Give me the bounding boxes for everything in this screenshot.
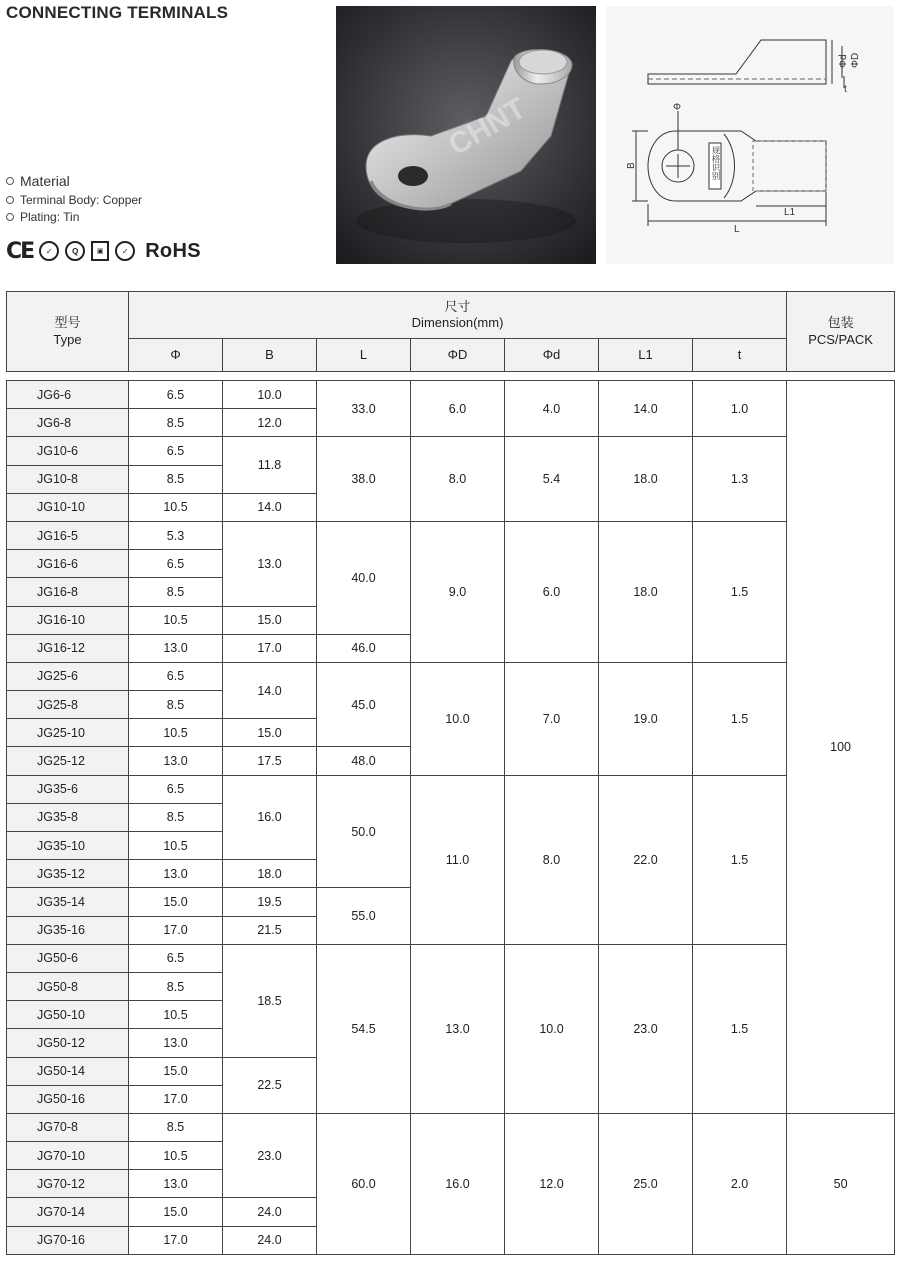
cell-type: JG6-8 xyxy=(7,409,129,437)
cell-L: 55.0 xyxy=(317,888,411,944)
cell-t: 1.5 xyxy=(693,521,787,662)
cell-phi: 13.0 xyxy=(129,1170,223,1198)
cell-L: 46.0 xyxy=(317,634,411,662)
cell-phi: 8.5 xyxy=(129,972,223,1000)
cell-phi-d: 6.0 xyxy=(505,521,599,662)
cell-type: JG25-6 xyxy=(7,662,129,690)
cell-B: 15.0 xyxy=(223,606,317,634)
cell-type: JG6-6 xyxy=(7,381,129,409)
cell-type: JG70-16 xyxy=(7,1226,129,1254)
stamp-label: 规格识别 xyxy=(710,146,720,180)
cell-type: JG35-6 xyxy=(7,775,129,803)
cell-phi-D: 13.0 xyxy=(411,944,505,1113)
cell-type: JG70-10 xyxy=(7,1142,129,1170)
cell-type: JG70-12 xyxy=(7,1170,129,1198)
cell-type: JG50-12 xyxy=(7,1029,129,1057)
label-t: t xyxy=(844,84,847,95)
cell-phi: 10.5 xyxy=(129,832,223,860)
dimension-drawing xyxy=(606,6,894,264)
cell-phi: 10.5 xyxy=(129,493,223,521)
bullet-icon xyxy=(6,213,14,221)
cqc-cert-icon: ▣ xyxy=(91,241,109,261)
label-phi-d: Φd xyxy=(838,54,849,68)
cell-phi-D: 9.0 xyxy=(411,521,505,662)
cell-type: JG35-8 xyxy=(7,803,129,831)
table-row xyxy=(7,944,895,972)
cell-B: 17.5 xyxy=(223,747,317,775)
cell-L1: 22.0 xyxy=(599,775,693,944)
bullet-icon xyxy=(6,196,14,204)
cell-phi: 6.5 xyxy=(129,437,223,465)
label-phi-D: ΦD xyxy=(850,52,861,68)
col-header-B: B xyxy=(223,339,317,372)
spec-table xyxy=(6,291,895,1255)
header-type xyxy=(7,292,129,372)
table-row xyxy=(7,662,895,690)
cell-type: JG35-10 xyxy=(7,832,129,860)
cell-type: JG10-8 xyxy=(7,465,129,493)
material-heading xyxy=(6,173,142,189)
cell-L1: 18.0 xyxy=(599,521,693,662)
cell-type: JG25-10 xyxy=(7,719,129,747)
cell-B: 18.0 xyxy=(223,860,317,888)
cell-B: 10.0 xyxy=(223,381,317,409)
cell-phi-d: 12.0 xyxy=(505,1113,599,1254)
header-dim-en: Dimension(mm) xyxy=(411,315,504,330)
watermark-text: CHNT xyxy=(443,91,532,163)
cell-t: 1.5 xyxy=(693,775,787,944)
page-title: CONNECTING TERMINALS xyxy=(6,3,229,22)
cell-B: 21.5 xyxy=(223,916,317,944)
cell-L: 60.0 xyxy=(317,1113,411,1254)
label-B: B xyxy=(626,162,637,169)
header-dim-cn: 尺寸 xyxy=(444,298,471,314)
cell-type: JG10-10 xyxy=(7,493,129,521)
col-header-t: t xyxy=(693,339,787,372)
cell-B: 14.0 xyxy=(223,493,317,521)
col-header-phi-D: ΦD xyxy=(411,339,505,372)
cell-t: 1.5 xyxy=(693,662,787,775)
cell-B: 24.0 xyxy=(223,1198,317,1226)
cell-phi-D: 6.0 xyxy=(411,381,505,437)
cell-B: 11.8 xyxy=(223,437,317,493)
header-pack xyxy=(787,292,895,372)
cell-phi: 17.0 xyxy=(129,1085,223,1113)
col-header-L: L xyxy=(317,339,411,372)
rohs-mark: RoHS xyxy=(145,239,201,262)
cell-type: JG35-12 xyxy=(7,860,129,888)
cell-phi-D: 8.0 xyxy=(411,437,505,522)
cell-phi: 10.5 xyxy=(129,1142,223,1170)
cell-phi: 8.5 xyxy=(129,578,223,606)
cell-type: JG16-10 xyxy=(7,606,129,634)
cell-L: 33.0 xyxy=(317,381,411,437)
cell-phi: 6.5 xyxy=(129,944,223,972)
cell-phi: 17.0 xyxy=(129,916,223,944)
cell-type: JG50-8 xyxy=(7,972,129,1000)
col-header-phi: Φ xyxy=(129,339,223,372)
cell-phi-d: 4.0 xyxy=(505,381,599,437)
cell-B: 13.0 xyxy=(223,521,317,606)
cell-pack: 100 xyxy=(787,381,895,1114)
cell-type: JG50-16 xyxy=(7,1085,129,1113)
cell-phi: 6.5 xyxy=(129,662,223,690)
cell-L1: 18.0 xyxy=(599,437,693,522)
cell-B: 17.0 xyxy=(223,634,317,662)
header-dimension xyxy=(129,292,787,339)
cell-t: 1.3 xyxy=(693,437,787,522)
cell-phi: 15.0 xyxy=(129,1057,223,1085)
cell-phi-D: 10.0 xyxy=(411,662,505,775)
cell-L: 50.0 xyxy=(317,775,411,888)
cell-L1: 19.0 xyxy=(599,662,693,775)
cell-phi: 10.5 xyxy=(129,1001,223,1029)
material-heading-label: Material xyxy=(20,173,70,189)
header-pack-cn: 包装 xyxy=(827,315,854,331)
bullet-icon xyxy=(6,177,14,185)
table-row xyxy=(7,521,895,549)
cell-B: 23.0 xyxy=(223,1113,317,1198)
label-L: L xyxy=(734,224,740,235)
sgs-cert-icon: ✓ xyxy=(115,241,135,261)
cell-phi-d: 10.0 xyxy=(505,944,599,1113)
certification-logos xyxy=(6,236,201,266)
cell-B: 12.0 xyxy=(223,409,317,437)
label-L1: L1 xyxy=(784,207,796,218)
cell-B: 18.5 xyxy=(223,944,317,1057)
cell-phi: 8.5 xyxy=(129,409,223,437)
cell-type: JG10-6 xyxy=(7,437,129,465)
col-header-phi-d: Φd xyxy=(505,339,599,372)
cell-phi-d: 7.0 xyxy=(505,662,599,775)
cell-L1: 14.0 xyxy=(599,381,693,437)
cell-phi: 13.0 xyxy=(129,747,223,775)
cell-type: JG50-6 xyxy=(7,944,129,972)
cell-B: 19.5 xyxy=(223,888,317,916)
cell-t: 2.0 xyxy=(693,1113,787,1254)
cell-type: JG16-6 xyxy=(7,550,129,578)
cell-phi: 8.5 xyxy=(129,1113,223,1141)
cell-phi: 5.3 xyxy=(129,521,223,549)
cell-t: 1.5 xyxy=(693,944,787,1113)
quality-cert-icon: Q xyxy=(65,241,85,261)
cell-phi: 13.0 xyxy=(129,634,223,662)
cell-pack: 50 xyxy=(787,1113,895,1254)
material-list xyxy=(6,173,142,227)
cell-type: JG70-8 xyxy=(7,1113,129,1141)
cell-t: 1.0 xyxy=(693,381,787,437)
cell-type: JG16-8 xyxy=(7,578,129,606)
cell-type: JG50-10 xyxy=(7,1001,129,1029)
cell-phi: 17.0 xyxy=(129,1226,223,1254)
col-header-L1: L1 xyxy=(599,339,693,372)
cell-B: 14.0 xyxy=(223,662,317,718)
cell-phi: 8.5 xyxy=(129,691,223,719)
cell-phi-D: 16.0 xyxy=(411,1113,505,1254)
cell-phi: 10.5 xyxy=(129,719,223,747)
cell-L: 38.0 xyxy=(317,437,411,522)
cell-L: 40.0 xyxy=(317,521,411,634)
cell-L1: 25.0 xyxy=(599,1113,693,1254)
table-row xyxy=(7,775,895,803)
cell-B: 24.0 xyxy=(223,1226,317,1254)
cell-B: 15.0 xyxy=(223,719,317,747)
cell-L1: 23.0 xyxy=(599,944,693,1113)
cell-phi: 6.5 xyxy=(129,381,223,409)
ccc-cert-icon: ✓ xyxy=(39,241,59,261)
table-row xyxy=(7,1113,895,1141)
cell-type: JG35-16 xyxy=(7,916,129,944)
cell-phi: 15.0 xyxy=(129,888,223,916)
cell-phi: 8.5 xyxy=(129,465,223,493)
cell-phi: 8.5 xyxy=(129,803,223,831)
product-photo xyxy=(336,6,596,264)
cell-phi: 13.0 xyxy=(129,860,223,888)
header-pack-en: PCS/PACK xyxy=(808,331,873,347)
cell-L: 45.0 xyxy=(317,662,411,747)
cell-phi-d: 8.0 xyxy=(505,775,599,944)
material-item xyxy=(6,193,142,207)
cell-B: 16.0 xyxy=(223,775,317,860)
cell-L: 48.0 xyxy=(317,747,411,775)
cell-type: JG25-12 xyxy=(7,747,129,775)
cell-phi: 6.5 xyxy=(129,550,223,578)
cell-phi: 15.0 xyxy=(129,1198,223,1226)
header-type-cn: 型号 xyxy=(54,315,81,331)
table-row xyxy=(7,381,895,409)
material-item-plating: Plating: Tin xyxy=(20,210,80,224)
cell-type: JG25-8 xyxy=(7,691,129,719)
cell-L: 54.5 xyxy=(317,944,411,1113)
label-phi: Φ xyxy=(673,102,681,113)
cell-type: JG16-12 xyxy=(7,634,129,662)
ce-mark-icon: CE xyxy=(6,238,34,264)
material-item xyxy=(6,210,142,224)
material-item-body: Terminal Body: Copper xyxy=(20,193,143,207)
cell-phi: 6.5 xyxy=(129,775,223,803)
cell-B: 22.5 xyxy=(223,1057,317,1113)
cell-phi-D: 11.0 xyxy=(411,775,505,944)
cell-phi: 13.0 xyxy=(129,1029,223,1057)
header-type-en: Type xyxy=(53,331,82,347)
cell-phi: 10.5 xyxy=(129,606,223,634)
cell-type: JG70-14 xyxy=(7,1198,129,1226)
table-row xyxy=(7,437,895,465)
cell-type: JG50-14 xyxy=(7,1057,129,1085)
cell-phi-d: 5.4 xyxy=(505,437,599,522)
cell-type: JG16-5 xyxy=(7,521,129,549)
cell-type: JG35-14 xyxy=(7,888,129,916)
